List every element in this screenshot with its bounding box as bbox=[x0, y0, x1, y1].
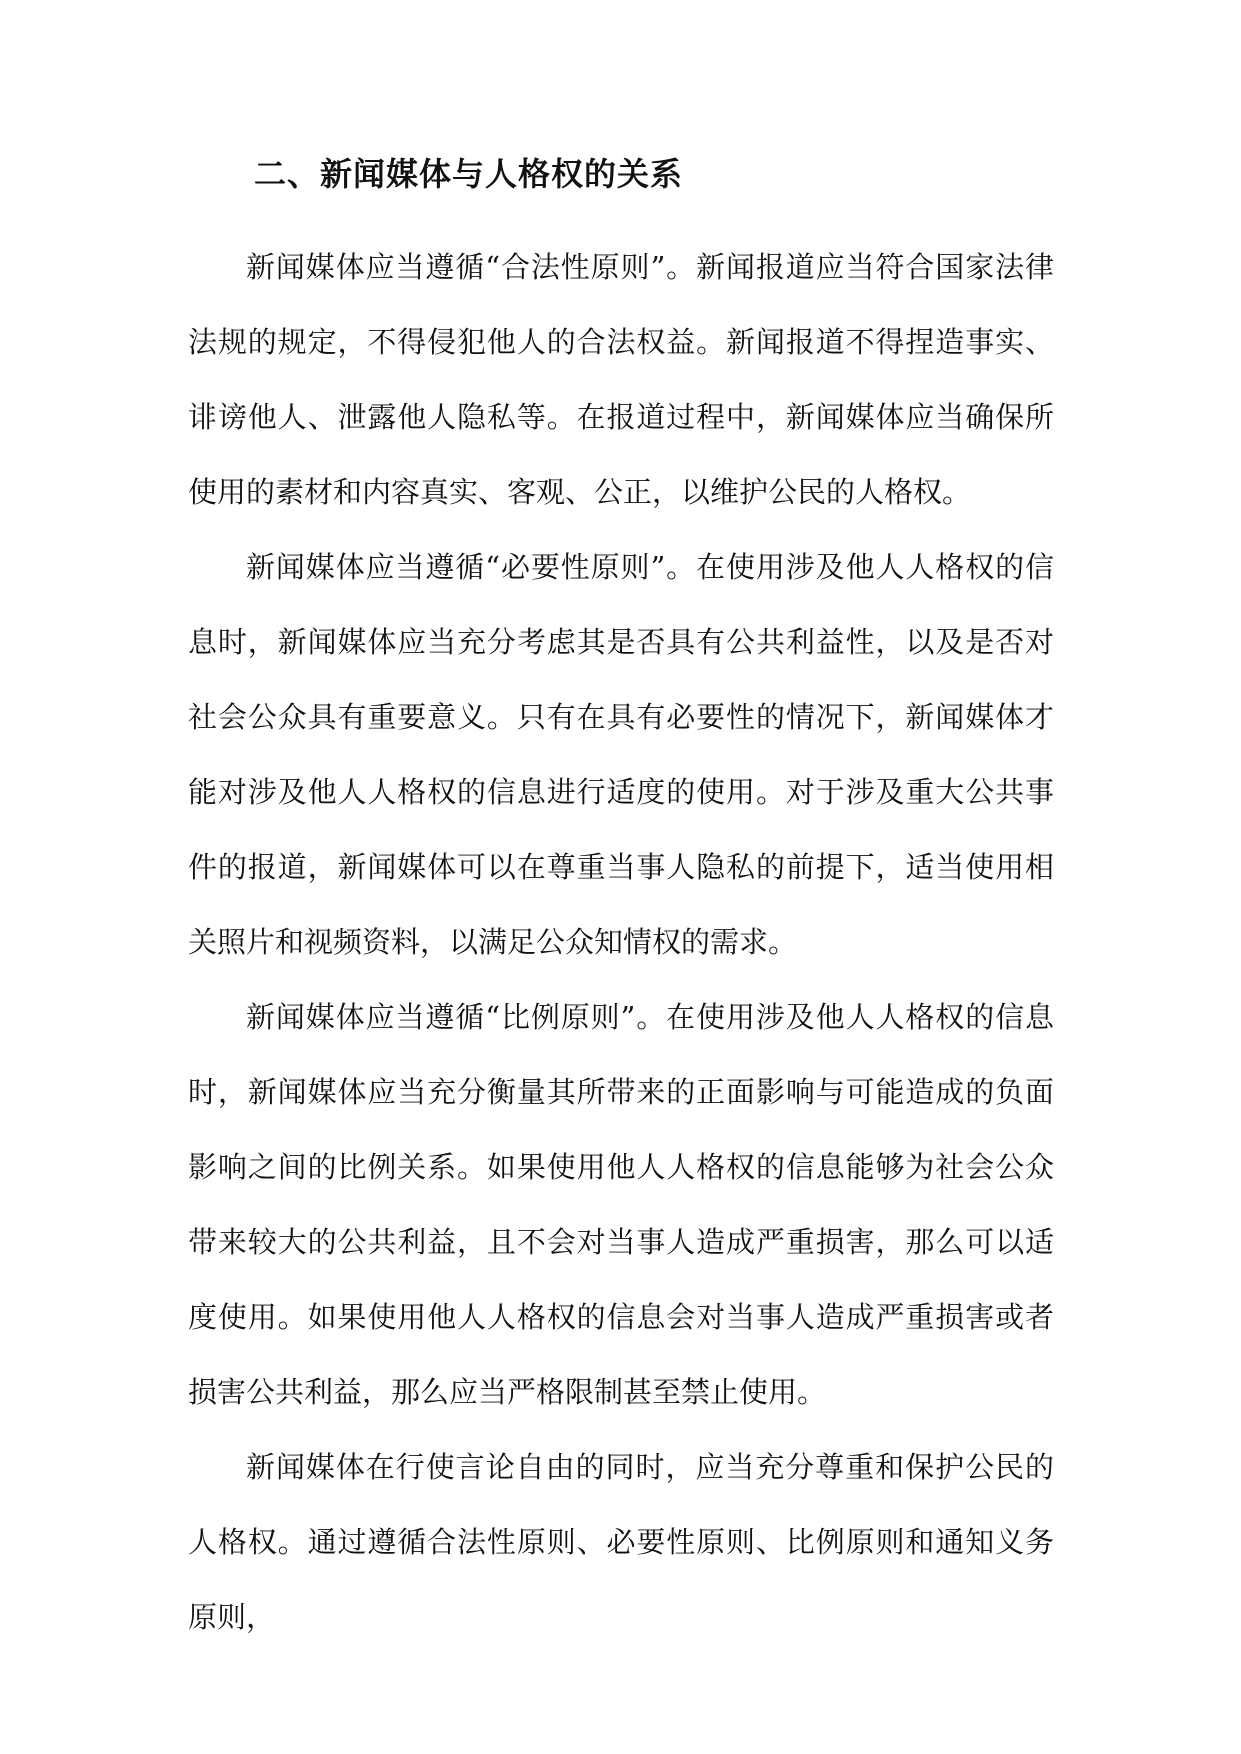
section-heading: 二、新闻媒体与人格权的关系 bbox=[254, 155, 684, 193]
document-body bbox=[188, 230, 1054, 1655]
paragraph-necessity-principle: 新闻媒体应当遵循“必要性原则”。在使用涉及他人人格权的信息时，新闻媒体应当充分考虑其是否具有公共利益性，以及是否对社会公众具有重要意义。只有在具有必要性的情况下，新闻媒体才能对涉及他人人格权的信息进行适度的使用。对于涉及重大公共事件的报道，新闻媒体可以在尊重当事人隐私的前提下，适当使用相关照片和视频资料，以满足公众知情权的需求。 bbox=[188, 550, 1054, 959]
paragraph-conclusion: 新闻媒体在行使言论自由的同时，应当充分尊重和保护公民的人格权。通过遵循合法性原则、必要性原则、比例原则和通知义务原则， bbox=[188, 1450, 1054, 1634]
paragraph-proportionality-principle: 新闻媒体应当遵循“比例原则”。在使用涉及他人人格权的信息时，新闻媒体应当充分衡量其所带来的正面影响与可能造成的负面影响之间的比例关系。如果使用他人人格权的信息能够为社会公众带来较大的公共利益，且不会对当事人造成严重损害，那么可以适度使用。如果使用他人人格权的信息会对当事人造成严重损害或者损害公共利益，那么应当严格限制甚至禁止使用。 bbox=[188, 1000, 1054, 1409]
paragraph-legality-principle: 新闻媒体应当遵循“合法性原则”。新闻报道应当符合国家法律法规的规定，不得侵犯他人的合法权益。新闻报道不得捏造事实、诽谤他人、泄露他人隐私等。在报道过程中，新闻媒体应当确保所使用的素材和内容真实、客观、公正，以维护公民的人格权。 bbox=[188, 250, 1054, 509]
